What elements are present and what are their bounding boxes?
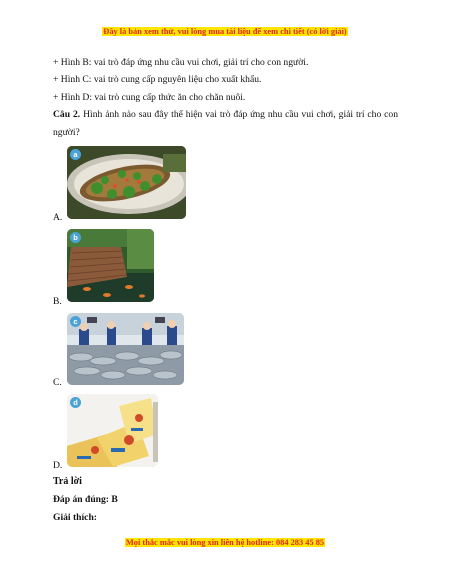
question-number: Câu 2. (53, 109, 81, 120)
grilled-fish-illustration (67, 146, 186, 219)
option-b-tag: b (70, 232, 81, 243)
option-c-image (67, 313, 184, 385)
option-d-image (67, 394, 158, 467)
option-d-tag: d (70, 397, 81, 408)
feed-bags-illustration (67, 394, 158, 467)
fish-processing-illustration (67, 313, 184, 385)
option-a-image (67, 146, 186, 219)
question-body: Hình ảnh nào sau đây thể hiện vai trò đáp ứng nhu cầu vui chơi, giải trí cho con người? (53, 109, 398, 138)
option-c-tag: c (70, 316, 81, 327)
question-text (53, 106, 398, 142)
correct-answer: Đáp án đúng: B (53, 494, 118, 505)
explanation-line-c: + Hình C: vai trò cung cấp nguyên liệu cho xuất khẩu. (53, 74, 262, 85)
explanation-line-d: + Hình D: vai trò cung cấp thức ăn cho chăn nuôi. (53, 92, 246, 103)
option-b-image (67, 229, 154, 302)
option-d-label[interactable]: D. (53, 460, 63, 471)
explanation-heading: Giải thích: (53, 512, 97, 523)
preview-banner: Đây là bản xem thử, vui lòng mua tài liệu để xem chi tiết (có lời giải) (103, 27, 347, 36)
option-b-label[interactable]: B. (53, 296, 62, 307)
option-a-label[interactable]: A. (53, 212, 63, 223)
answer-heading: Trả lời (53, 476, 82, 487)
hotline-banner: Mọi thắc mắc vui lòng xin liên hệ hotline: 084 283 45 85 (125, 538, 325, 547)
option-c-label[interactable]: C. (53, 377, 62, 388)
explanation-line-b: + Hình B: vai trò đáp ứng nhu cầu vui chơi, giải trí cho con người. (53, 57, 309, 68)
option-a-tag: a (70, 149, 81, 160)
